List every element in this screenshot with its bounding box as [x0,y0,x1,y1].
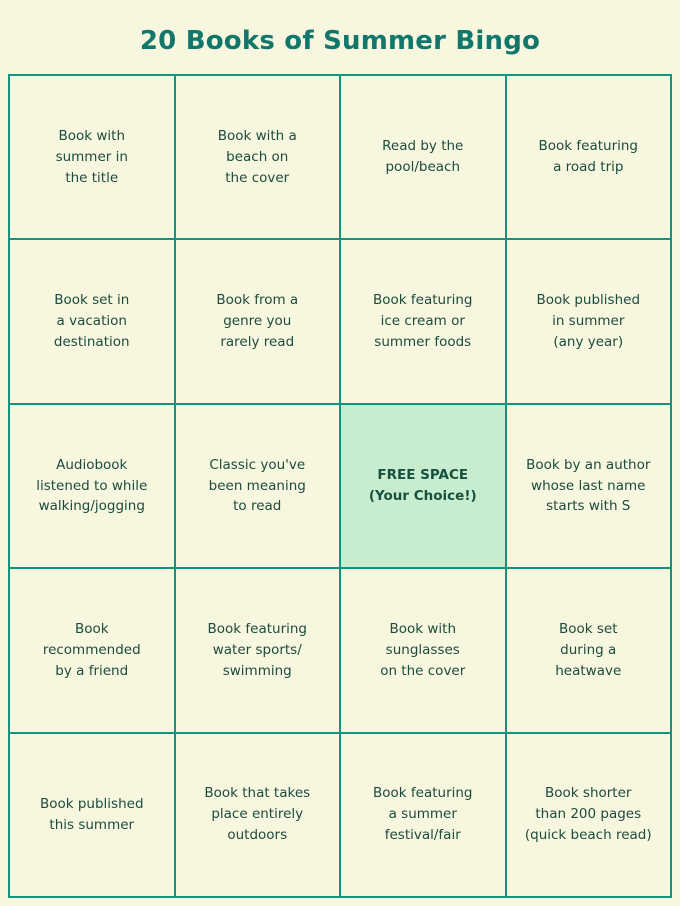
bingo-cell-text: Book with a beach on the cover [217,127,297,186]
bingo-cell-text: Read by the pool/beach [382,138,464,176]
bingo-cell-text: Audiobook listened to while walking/jogging [36,456,148,515]
bingo-cell[interactable] [176,76,342,238]
bingo-cell-text: Book featuring ice cream or summer foods [373,292,473,351]
bingo-cell[interactable] [341,734,507,896]
bingo-cell[interactable] [341,569,507,731]
bingo-cell-text: Book featuring a road trip [538,138,638,176]
bingo-grid [8,74,672,898]
bingo-row [10,569,670,733]
bingo-cell-text: Book with summer in the title [55,127,128,186]
page-title: 20 Books of Summer Bingo [139,26,541,56]
bingo-cell[interactable] [10,734,176,896]
bingo-cell-text: Book recommended by a friend [42,621,141,679]
bingo-cell[interactable] [507,76,671,238]
bingo-cell[interactable] [10,76,176,238]
bingo-cell[interactable] [176,734,342,896]
bingo-cell-free-space[interactable] [341,405,507,567]
bingo-cell[interactable] [176,569,342,731]
bingo-cell-text: Book set during a heatwave [555,621,622,679]
bingo-cell-text: Book with sunglasses on the cover [380,621,466,679]
bingo-cell[interactable] [176,240,342,402]
bingo-row [10,76,670,240]
bingo-cell[interactable] [507,569,671,731]
bingo-row [10,405,670,569]
bingo-cell-text: Book from a genre you rarely read [216,292,299,351]
bingo-cell-text: FREE SPACE (Your Choice!) [368,467,477,505]
bingo-cell-text: Book that takes place entirely outdoors [204,785,311,844]
bingo-cell[interactable] [341,240,507,402]
bingo-cell-text: Book shorter than 200 pages (quick beach read) [524,785,652,844]
bingo-row [10,240,670,404]
bingo-cell-text: Book published this summer [39,795,144,833]
bingo-cell-text: Book set in a vacation destination [53,292,130,351]
bingo-cell-text: Classic you've been meaning to read [208,456,306,515]
bingo-cell[interactable] [507,405,671,567]
bingo-cell[interactable] [10,240,176,402]
bingo-cell[interactable] [176,405,342,567]
bingo-cell[interactable] [341,76,507,238]
bingo-cell-text: Book by an author whose last name starts with S [526,456,651,515]
bingo-row [10,734,670,896]
bingo-cell-text: Book published in summer (any year) [536,292,641,351]
bingo-cell[interactable] [507,240,671,402]
bingo-cell-text: Book featuring a summer festival/fair [373,785,473,844]
bingo-cell[interactable] [10,569,176,731]
bingo-cell-text: Book featuring water sports/ swimming [207,621,307,679]
bingo-cell[interactable] [507,734,671,896]
bingo-cell[interactable] [10,405,176,567]
